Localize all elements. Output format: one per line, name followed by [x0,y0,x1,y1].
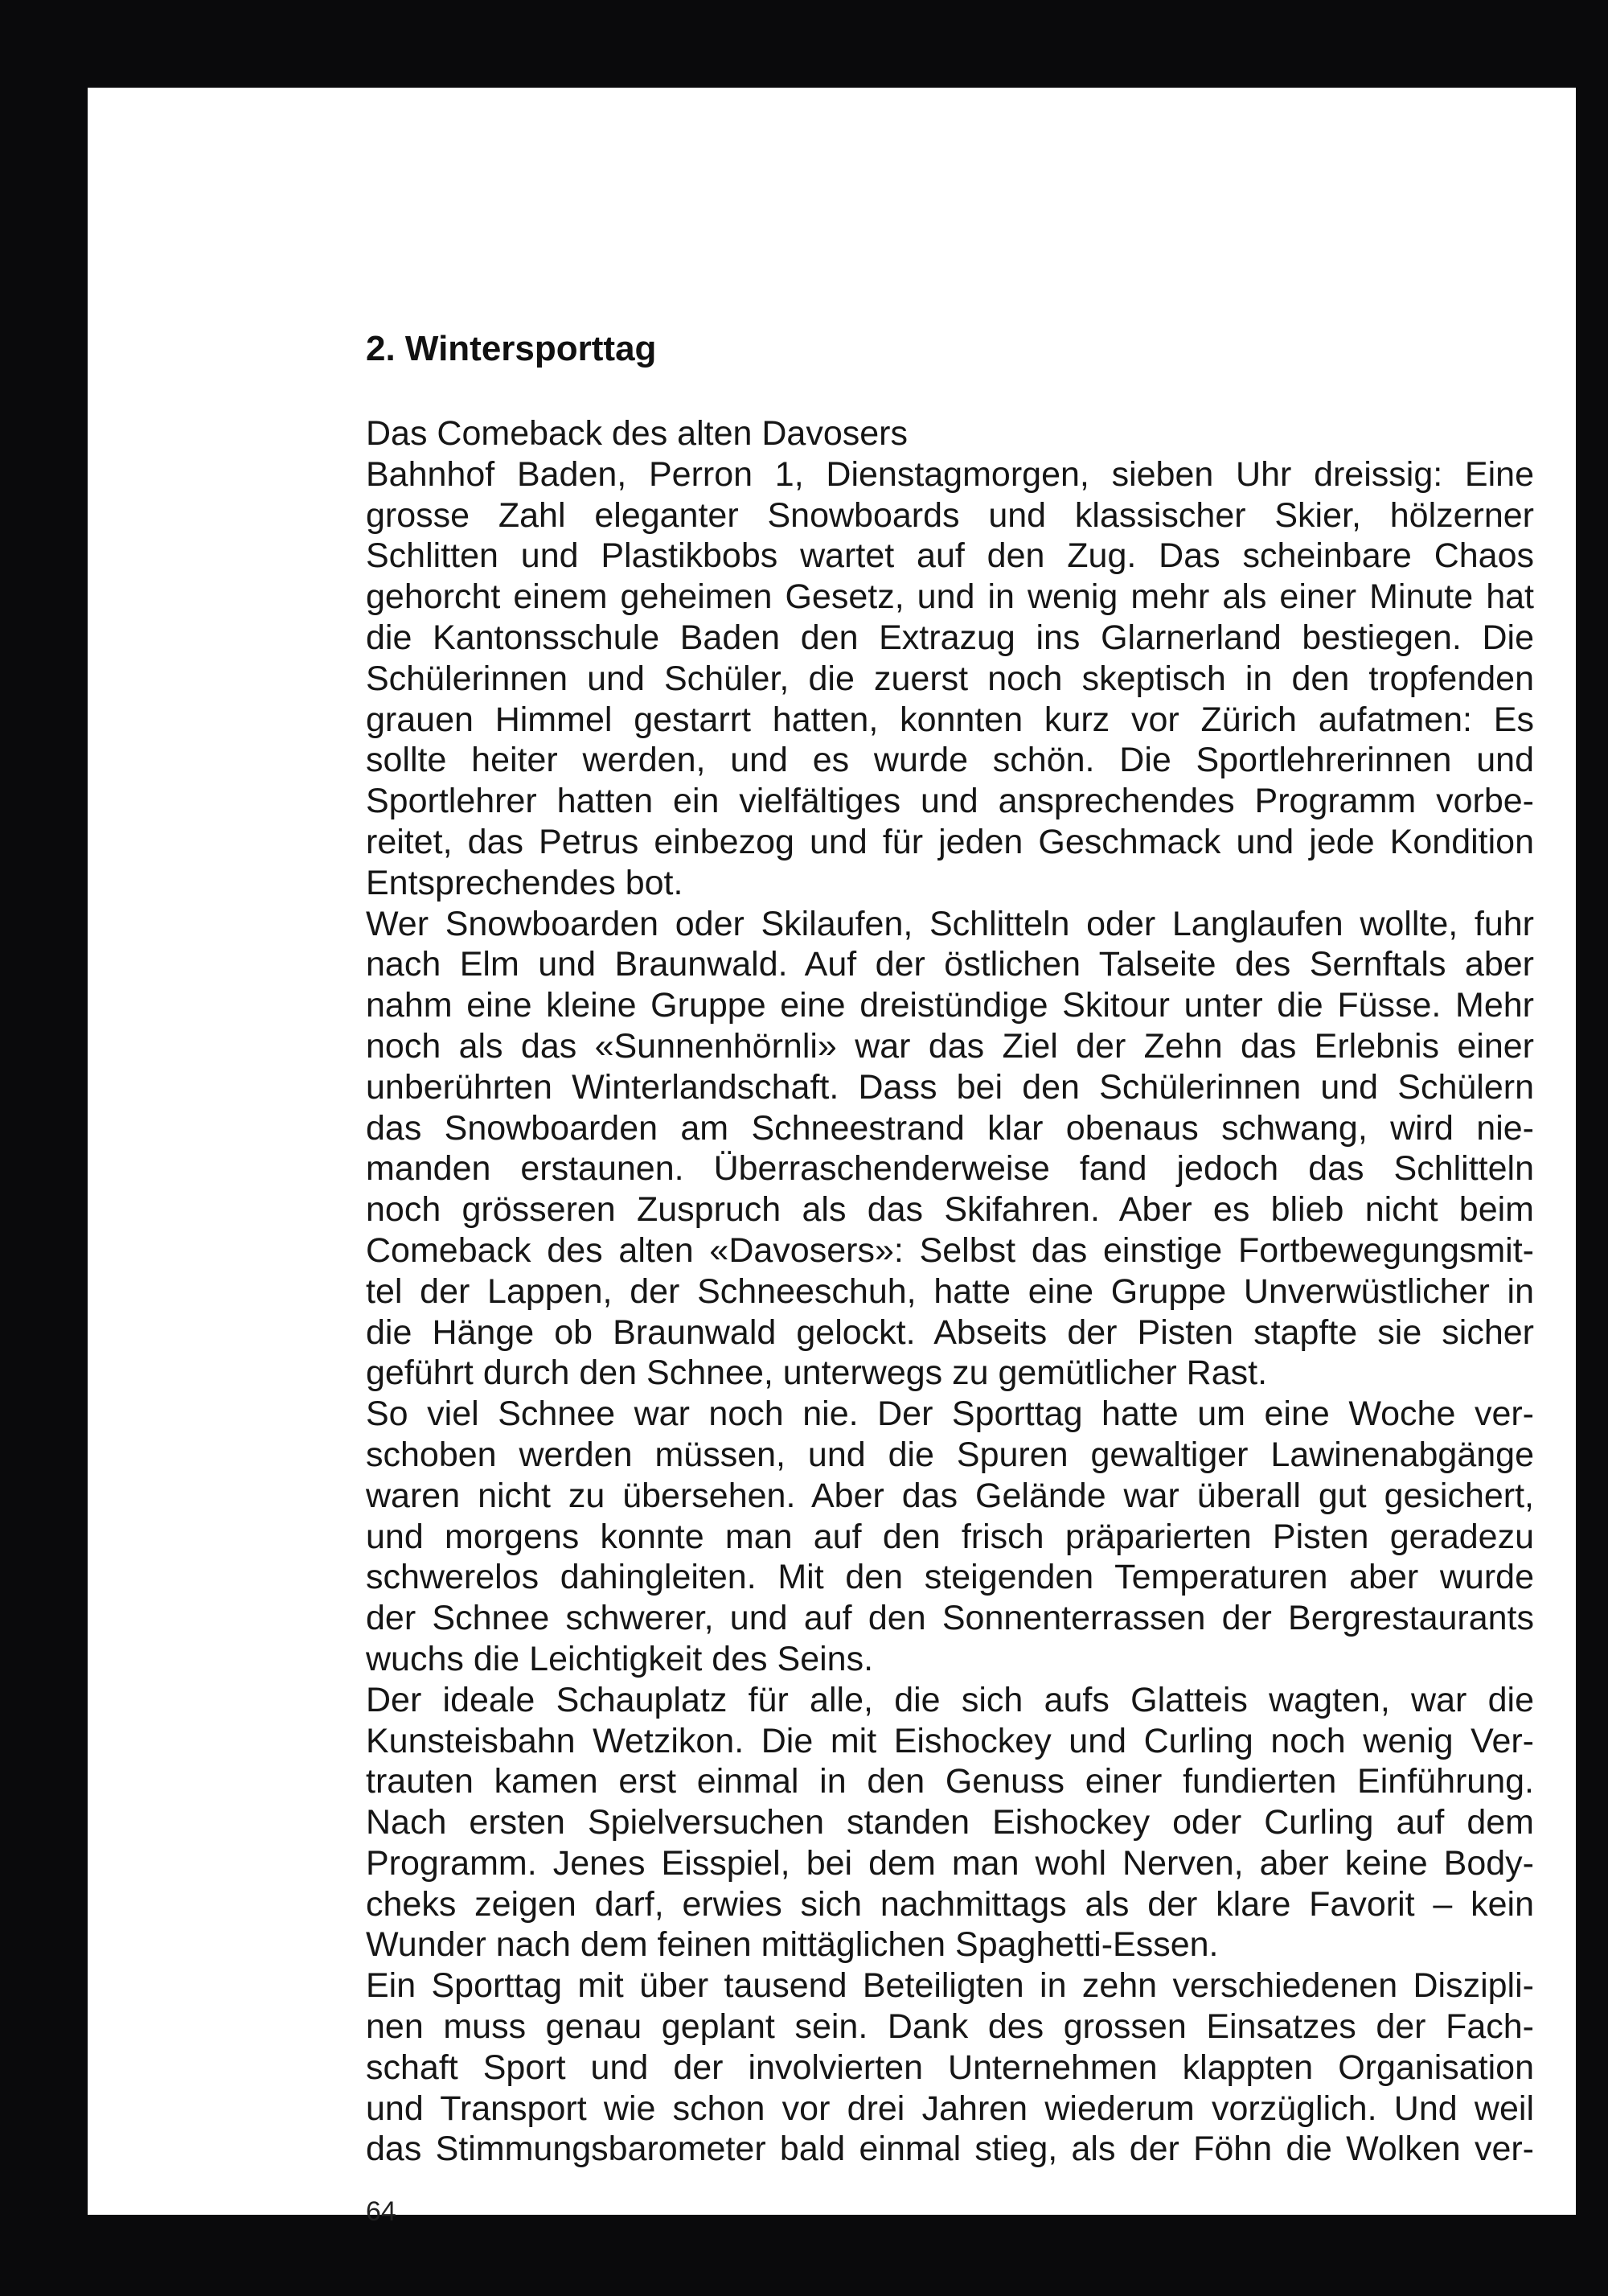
text-line: schaft Sport und der involvierten Unternehmen klappten Organisation [366,2048,1534,2087]
text-line: Der ideale Schauplatz für alle, die sich aufs Glatteis wagten, war die [366,1680,1534,1719]
text-line: Wunder nach dem feinen mittäglichen Spaghetti-Essen. [366,1925,1219,1965]
section-heading: 2. Wintersporttag [366,329,657,368]
text-line: Programm. Jenes Eisspiel, bei dem man wohl Nerven, aber keine Body- [366,1843,1534,1883]
text-line: das Snowboarden am Schneestrand klar obenaus schwang, wird nie- [366,1108,1534,1148]
text-line: tel der Lappen, der Schneeschuh, hatte eine Gruppe Unverwüstlicher in [366,1271,1534,1311]
paragraph [366,1965,1534,2170]
text-line: schoben werden müssen, und die Spuren gewaltiger Lawinenabgänge [366,1435,1534,1474]
text-line: noch grösseren Zuspruch als das Skifahren. Aber es blieb nicht beim [366,1190,1534,1230]
text-line: Entsprechendes bot. [366,863,683,902]
text-line: die Hänge ob Braunwald gelockt. Abseits der Pisten stapfte sie sicher [366,1312,1534,1352]
text-line: grosse Zahl eleganter Snowboards und klassischer Skier, hölzerner [366,495,1534,535]
text-line: Schülerinnen und Schüler, die zuerst noch skeptisch in den tropfenden [366,659,1534,698]
document-page [88,88,1576,2227]
text-line: unberührten Winterlandschaft. Dass bei den Schülerinnen und Schülern [366,1067,1534,1107]
text-line: Nach ersten Spielversuchen standen Eishockey oder Curling auf dem [366,1803,1534,1842]
text-line: wuchs die Leichtigkeit des Seins. [366,1639,874,1678]
text-line: Wer Snowboarden oder Skilaufen, Schlitteln oder Langlaufen wollte, fuhr [366,904,1534,943]
text-line: grauen Himmel gestarrt hatten, konnten kurz vor Zürich aufatmen: Es [366,700,1534,739]
text-line: nen muss genau geplant sein. Dank des grossen Einsatzes der Fach- [366,2007,1534,2047]
text-line: nach Elm und Braunwald. Auf der östlichen Talseite des Sernftals aber [366,945,1534,984]
paragraph [366,904,1534,1394]
text-line: Ein Sporttag mit über tausend Beteiligten in zehn verschiedenen Diszipli- [366,1966,1534,2006]
text-line: das Stimmungsbarometer bald einmal stieg, als der Föhn die Wolken ver- [366,2130,1534,2169]
text-line: und Transport wie schon vor drei Jahren wiederum vorzüglich. Und weil [366,2089,1534,2128]
text-line: sollte heiter werden, und es wurde schön. Die Sportlehrerinnen und [366,741,1534,780]
text-line: manden erstaunen. Überraschenderweise fand jedoch das Schlitteln [366,1149,1534,1189]
text-line: Schlitten und Plastikbobs wartet auf den Zug. Das scheinbare Chaos [366,536,1534,576]
paragraph [366,1680,1534,1966]
text-line: noch als das «Sunnenhörnli» war das Ziel der Zehn das Erlebnis einer [366,1026,1534,1066]
text-line: geführt durch den Schnee, unterwegs zu gemütlicher Rast. [366,1353,1268,1393]
paragraph [366,1394,1534,1680]
text-line: Sportlehrer hatten ein vielfältiges und ansprechendes Programm vorbe- [366,782,1534,821]
article-body [366,413,1534,2170]
text-line: reitet, das Petrus einbezog und für jeden Geschmack und jede Kondition [366,822,1534,861]
text-line: gehorcht einem geheimen Gesetz, und in wenig mehr als einer Minute hat [366,577,1534,617]
text-line: der Schnee schwerer, und auf den Sonnenterrassen der Bergrestaurants [366,1599,1534,1638]
text-line: trauten kamen erst einmal in den Genuss einer fundierten Einführung. [366,1762,1534,1801]
article-subtitle: Das Comeback des alten Davosers [366,414,908,453]
text-line: nahm eine kleine Gruppe eine dreistündige Skitour unter die Füsse. Mehr [366,986,1534,1025]
text-line: schwerelos dahingleiten. Mit den steigenden Temperaturen aber wurde [366,1558,1534,1597]
text-line: die Kantonsschule Baden den Extrazug ins Glarnerland bestiegen. Die [366,618,1534,657]
text-line: cheks zeigen darf, erwies sich nachmittags als der klare Favorit – kein [366,1884,1534,1924]
text-line: waren nicht zu übersehen. Aber das Gelände war überall gut gesichert, [366,1476,1534,1515]
text-line: Comeback des alten «Davosers»: Selbst das einstige Fortbewegungsmit- [366,1230,1534,1270]
text-line: und morgens konnte man auf den frisch präparierten Pisten geradezu [366,1517,1534,1556]
paragraph [366,454,1534,904]
text-line: So viel Schnee war noch nie. Der Sporttag hatte um eine Woche ver- [366,1394,1534,1434]
text-line: Bahnhof Baden, Perron 1, Dienstagmorgen, sieben Uhr dreissig: Eine [366,454,1534,494]
text-line: Kunsteisbahn Wetzikon. Die mit Eishockey und Curling noch wenig Ver- [366,1721,1534,1760]
page-number: 64 [366,2196,396,2227]
